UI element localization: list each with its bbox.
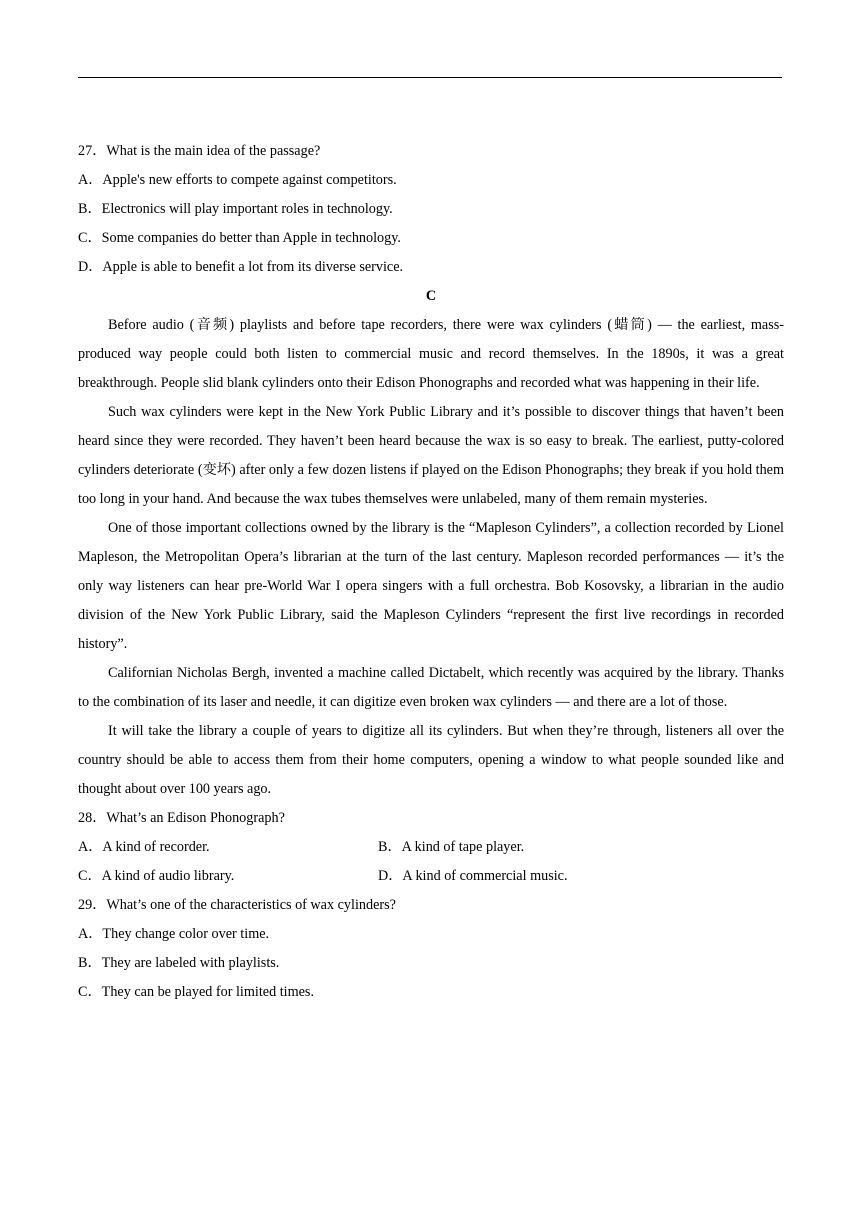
question-28 <box>78 804 784 891</box>
question-29-option-a: A．They change color over time. <box>78 926 270 942</box>
question-27-option-a: A．Apple's new efforts to compete against competitors. <box>78 172 397 188</box>
question-29-option-c: C．They can be played for limited times. <box>78 984 314 1000</box>
question-28-option-b: B．A kind of tape player. <box>378 839 525 855</box>
question-29-stem: 29．What’s one of the characteristics of wax cylinders? <box>78 897 396 913</box>
passage-paragraph-2: Such wax cylinders were kept in the New York Public Library and it’s possible to discover things that haven’t been heard since they were recorded. They haven’t been heard because the wax is so easy to break. The earliest, putty-colored cylinders deteriorate (变坏) after only a few dozen listens if played on the Edison Phonographs; they break if you hold them too long in your hand. And because the wax tubes themselves were unlabeled, many of them remain mysteries. <box>78 404 784 507</box>
question-29-option-b: B．They are labeled with playlists. <box>78 955 280 971</box>
question-27-stem: 27．What is the main idea of the passage? <box>78 143 321 159</box>
question-28-option-c: C．A kind of audio library. <box>78 868 235 884</box>
question-27-option-d: D．Apple is able to benefit a lot from its diverse service. <box>78 259 404 275</box>
question-27-option-b: B．Electronics will play important roles in technology. <box>78 201 393 217</box>
question-29 <box>78 891 784 1007</box>
question-28-options-row-1 <box>78 833 784 862</box>
question-28-stem: 28．What’s an Edison Phonograph? <box>78 810 285 826</box>
page-content <box>78 137 784 1007</box>
question-27-option-c: C．Some companies do better than Apple in technology. <box>78 230 401 246</box>
question-28-option-a: A．A kind of recorder. <box>78 839 210 855</box>
question-28-options-row-2 <box>78 862 784 891</box>
passage-paragraph-3: One of those important collections owned by the library is the “Mapleson Cylinders”, a collection recorded by Lionel Mapleson, the Metropolitan Opera’s librarian at the turn of the last century. Mapleson recorded performances — it’s the only way listeners can hear pre-World War I opera singers with a full orchestra. Bob Kosovsky, a librarian in the audio division of the New York Public Library, said the Mapleson Cylinders “represent the first live recordings in recorded history”. <box>78 520 784 652</box>
passage <box>78 311 784 804</box>
question-28-option-d: D．A kind of commercial music. <box>378 868 568 884</box>
question-27 <box>78 137 784 282</box>
header-rule <box>78 77 782 78</box>
section-heading: C <box>425 288 437 304</box>
passage-paragraph-1: Before audio (音频) playlists and before tape recorders, there were wax cylinders (蜡筒) — the earliest, mass-produced way people could both listen to commercial music and record themselves. In the 1890s, it was a great breakthrough. People slid blank cylinders onto their Edison Phonographs and recorded what was happening in their life. <box>78 317 784 391</box>
passage-paragraph-5: It will take the library a couple of years to digitize all its cylinders. But when they’re through, listeners all over the country should be able to access them from their home computers, opening a window to what people sounded like and thought about over 100 years ago. <box>78 723 784 797</box>
passage-paragraph-4: Californian Nicholas Bergh, invented a machine called Dictabelt, which recently was acquired by the library. Thanks to the combination of its laser and needle, it can digitize even broken wax cylinders — and there are a lot of those. <box>78 665 784 710</box>
